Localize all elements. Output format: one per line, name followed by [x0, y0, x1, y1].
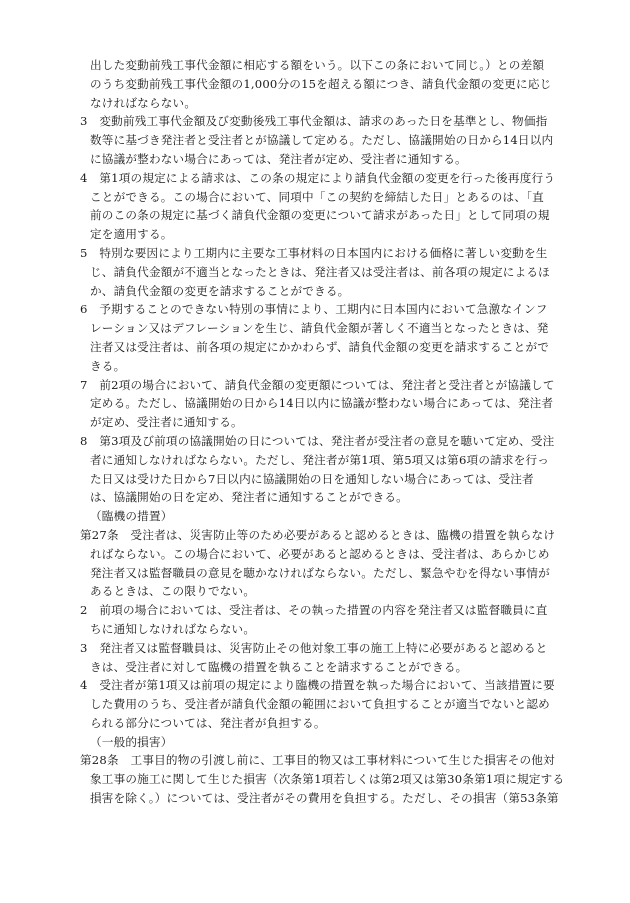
- text-line: 3 変動前残工事代金額及び変動後残工事代金額は、請求のあった日を基準とし、物価指: [80, 114, 548, 129]
- text-line: じ、請負代金額が不適当となったときは、発注者又は受注者は、前各項の規定によるほ: [90, 264, 550, 279]
- text-line: （一般的損害）: [90, 734, 173, 749]
- text-line: なければならない。: [90, 95, 197, 110]
- text-line: 注者又は受注者は、前各項の規定にかかわらず、請負代金額の変更を請求することがで: [90, 339, 550, 354]
- text-line: レーション又はデフレーションを生じ、請負代金額が著しく不適当となったときは、発: [90, 321, 549, 336]
- text-line: ればならない。この場合において、必要があると認めるときは、受注者は、あらかじめ: [90, 546, 550, 561]
- text-line: あるときは、この限りでない。: [90, 584, 256, 599]
- text-line: 第28条 工事目的物の引渡し前に、工事目的物又は工事材料について生じた損害その他対: [80, 753, 555, 768]
- text-line: が定め、受注者に通知する。: [90, 415, 243, 430]
- text-line: きる。: [90, 358, 126, 373]
- text-line: （臨機の措置）: [90, 509, 173, 524]
- text-line: 2 前項の場合においては、受注者は、その執った措置の内容を発注者又は監督職員に直: [80, 603, 548, 618]
- text-line: した費用のうち、受注者が請負代金額の範囲において負担することが適当でないと認め: [90, 697, 550, 712]
- text-line: は、協議開始の日を定め、発注者に通知することができる。: [90, 490, 408, 505]
- text-line: 5 特別な要因により工期内に主要な工事材料の日本国内における価格に著しい変動を生: [80, 245, 548, 260]
- text-line: 定める。ただし、協議開始の日から14日以内に協議が整わない場合にあっては、発注者: [90, 396, 554, 411]
- text-line: た日又は受けた日から7日以内に協議開始の日を通知しない場合にあっては、受注者: [90, 471, 534, 486]
- text-line: ことができる。この場合において、同項中「この契約を締結した日」とあるのは、「直: [90, 189, 544, 204]
- text-line: 7 前2項の場合において、請負代金額の変更額については、発注者と受注者とが協議して: [80, 377, 555, 392]
- text-line: きは、受注者に対して臨機の措置を執ることを請求することができる。: [90, 659, 468, 674]
- text-line: 出した変動前残工事代金額に相応する額をいう。以下この条において同じ。）との差額: [90, 58, 545, 72]
- text-line: 3 発注者又は監督職員は、災害防止その他対象工事の施工上特に必要があると認めると: [80, 640, 548, 655]
- text-line: 数等に基づき発注者と受注者とが協議して定める。ただし、協議開始の日から14日以内: [90, 133, 554, 148]
- text-line: 損害を除く。）については、受注者がその費用を負担する。ただし、その損害（第53条第: [90, 791, 559, 806]
- text-line: 者に通知しなければならない。ただし、発注者が第1項、第5項又は第6項の請求を行っ: [90, 452, 550, 467]
- text-line: 定を適用する。: [90, 227, 173, 242]
- text-line: に協議が整わない場合にあっては、発注者が定め、受注者に通知する。: [90, 151, 467, 166]
- text-line: られる部分については、発注者が負担する。: [90, 715, 326, 730]
- text-line: 4 第1項の規定による請求は、この条の規定により請負代金額の変更を行った後再度行う: [80, 170, 556, 185]
- text-line: か、請負代金額の変更を請求することができる。: [90, 283, 350, 298]
- text-line: 4 受注者が第1項又は前項の規定により臨機の措置を執った場合において、当該措置に要: [80, 678, 555, 693]
- text-line: 発注者又は監督職員の意見を聴かなければならない。ただし、緊急やむを得ない事情が: [90, 565, 550, 580]
- text-line: 前のこの条の規定に基づく請負代金額の変更について請求があった日」として同項の規: [90, 208, 550, 223]
- text-line: ちに通知しなければならない。: [90, 621, 256, 636]
- text-line: 6 予期することのできない特別の事情により、工期内に日本国内において急激なインフ: [80, 302, 548, 317]
- text-line: 象工事の施工に関して生じた損害（次条第1項若しくは第2項又は第30条第1項に規定する: [90, 772, 565, 787]
- text-line: 8 第3項及び前項の協議開始の日については、発注者が受注者の意見を聴いて定め、受注: [80, 433, 555, 448]
- text-line: 第27条 受注者は、災害防止等のため必要があると認めるときは、臨機の措置を執らなけ: [80, 527, 556, 542]
- text-line: のうち変動前残工事代金額の1,000分の15を超える額につき、請負代金額の変更に応じ: [90, 76, 552, 91]
